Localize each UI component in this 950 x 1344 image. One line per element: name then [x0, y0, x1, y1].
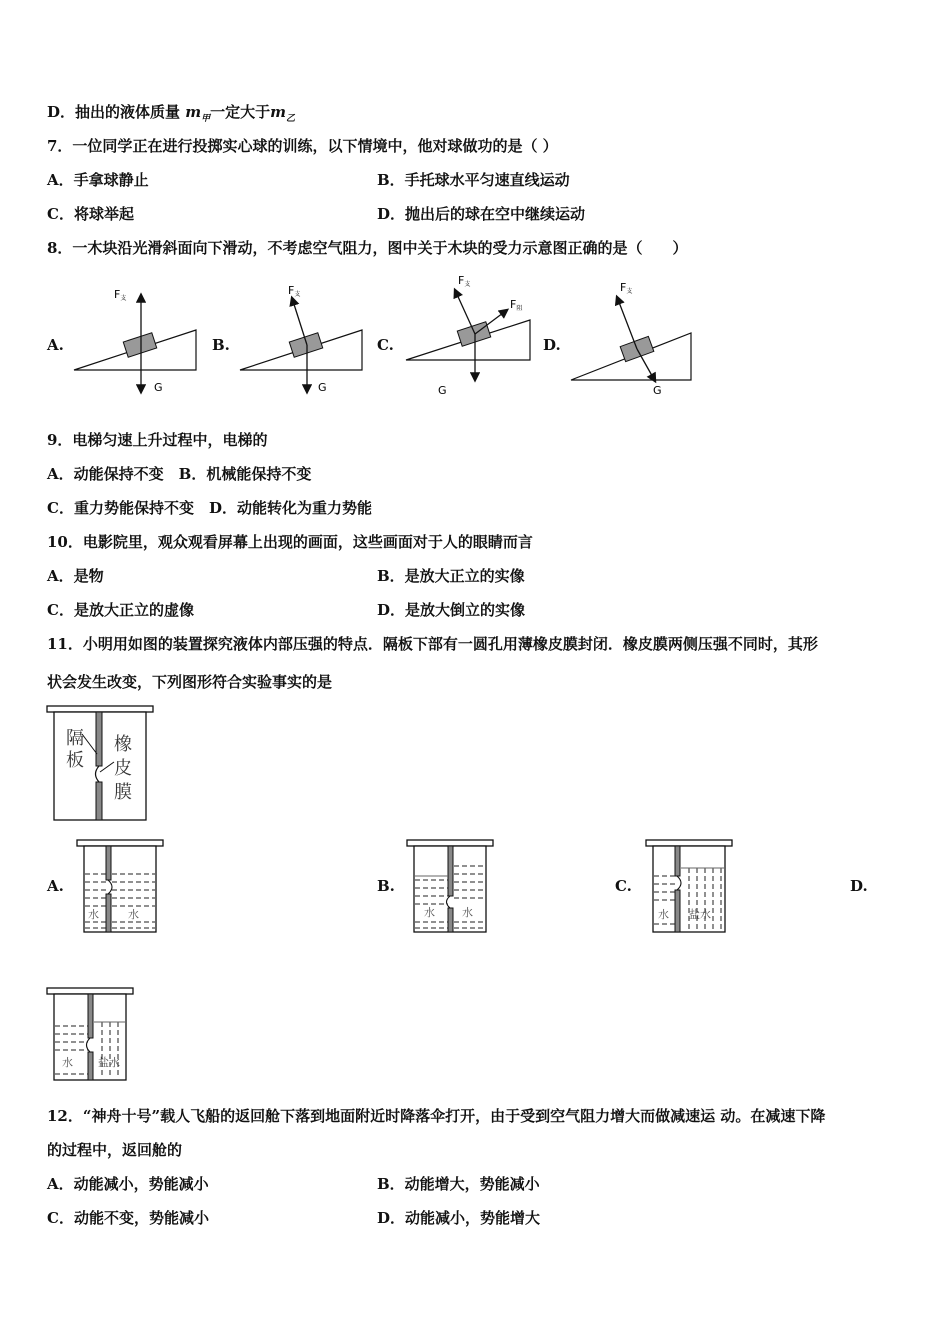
q8-figure-c: [402, 268, 537, 400]
q7-option-b: B．手托球水平匀速直线运动: [377, 171, 570, 189]
q11-label-a: A.: [47, 877, 64, 895]
q9-stem: 9．电梯匀速上升过程中，电梯的: [47, 431, 268, 449]
block-b: [289, 333, 322, 357]
q6-option-d: [47, 102, 295, 129]
q10-option-b: B．是放大正立的实像: [377, 567, 525, 585]
q8-label-c: C.: [377, 336, 394, 354]
q6-option-d-mid: 一定大于: [210, 103, 271, 121]
q8c-g-label: G: [438, 384, 447, 397]
q9-options-cd: C．重力势能保持不变 D．动能转化为重力势能: [47, 499, 372, 517]
q10-option-a: A．是物: [47, 567, 104, 585]
q8b-g-label: G: [318, 381, 327, 394]
q11d-brine: 盐水: [98, 1056, 120, 1069]
q11c-brine: 盐水: [689, 908, 711, 921]
q11-label-partition: 隔板: [66, 728, 84, 771]
q11-figure-d: [46, 986, 136, 1082]
q11-label-membrane: 橡皮膜: [114, 734, 132, 803]
q8-figure-a: [70, 280, 200, 400]
q6-mass-a: m: [185, 103, 202, 121]
q11-stem-1: 11．小明用如图的装置探究液体内部压强的特点．隔板下部有一圆孔用薄橡皮膜封闭．橡皮膜两侧压强不同时，其形: [47, 635, 818, 653]
q8-label-b: B.: [212, 336, 230, 354]
q11b-water-left: 水: [424, 906, 435, 919]
q11-label-d: D.: [850, 877, 868, 895]
q8d-g-label: G: [653, 384, 662, 397]
q8c-ff-label: F阻: [510, 298, 523, 312]
q11-figure-c: [645, 838, 735, 934]
q12-option-d: D．动能减小，势能增大: [377, 1209, 541, 1227]
q11-apparatus: [46, 704, 158, 822]
q8-label-a: A.: [47, 336, 64, 354]
q8a-g-label: G: [154, 381, 163, 394]
q11d-water: 水: [62, 1056, 73, 1069]
q10-option-c: C．是放大正立的虚像: [47, 601, 194, 619]
q11a-water-right: 水: [128, 908, 139, 921]
q11b-water-right: 水: [462, 906, 473, 919]
q6-sub-a: 甲: [201, 114, 211, 124]
q10-option-d: D．是放大倒立的实像: [377, 601, 526, 619]
q12-option-a: A．动能减小，势能减小: [47, 1175, 209, 1193]
q11-figure-a: [76, 838, 166, 934]
q7-option-d: D．抛出后的球在空中继续运动: [377, 205, 586, 223]
q10-stem: 10．电影院里，观众观看屏幕上出现的画面，这些画面对于人的眼睛而言: [47, 533, 533, 551]
q12-stem-2: 的过程中，返回舱的: [47, 1141, 183, 1159]
q6-mass-b: m: [270, 103, 287, 121]
q6-option-d-text: D．抽出的液体质量: [47, 103, 181, 121]
q6-sub-b: 乙: [286, 114, 296, 124]
q8c-fs-label: F支: [458, 274, 471, 288]
q8-label-d: D.: [543, 336, 561, 354]
q9-options-ab: A．动能保持不变 B．机械能保持不变: [47, 465, 312, 483]
q11-label-c: C.: [615, 877, 632, 895]
q8-stem: 8．一木块沿光滑斜面向下滑动，不考虑空气阻力，图中关于木块的受力示意图正确的是（ ）: [47, 239, 688, 257]
q11a-water-left: 水: [88, 908, 99, 921]
q11-label-b: B.: [377, 877, 395, 895]
q12-stem-1: 12．“神舟十号”载人飞船的返回舱下落到地面附近时降落伞打开，由于受到空气阻力增大而做减速运 动。在减速下降: [47, 1107, 826, 1125]
block-a: [123, 333, 156, 357]
q12-option-c: C．动能不变，势能减小: [47, 1209, 209, 1227]
q7-option-a: A．手拿球静止: [47, 171, 149, 189]
q11-figure-b: [406, 838, 496, 934]
q8a-fs-label: F支: [114, 288, 127, 302]
q11-stem-2: 状会发生改变，下列图形符合实验事实的是: [47, 673, 333, 691]
q8b-fs-label: F支: [288, 284, 301, 298]
q8-figure-b: [236, 280, 366, 400]
q7-stem: 7．一位同学正在进行投掷实心球的训练，以下情境中，他对球做功的是（ ）: [47, 137, 558, 155]
q8-figure-d: [567, 275, 697, 400]
q7-option-c: C．将球举起: [47, 205, 134, 223]
q11c-water: 水: [658, 908, 669, 921]
q12-option-b: B．动能增大，势能减小: [377, 1175, 540, 1193]
q8d-fs-label: F支: [620, 281, 633, 295]
